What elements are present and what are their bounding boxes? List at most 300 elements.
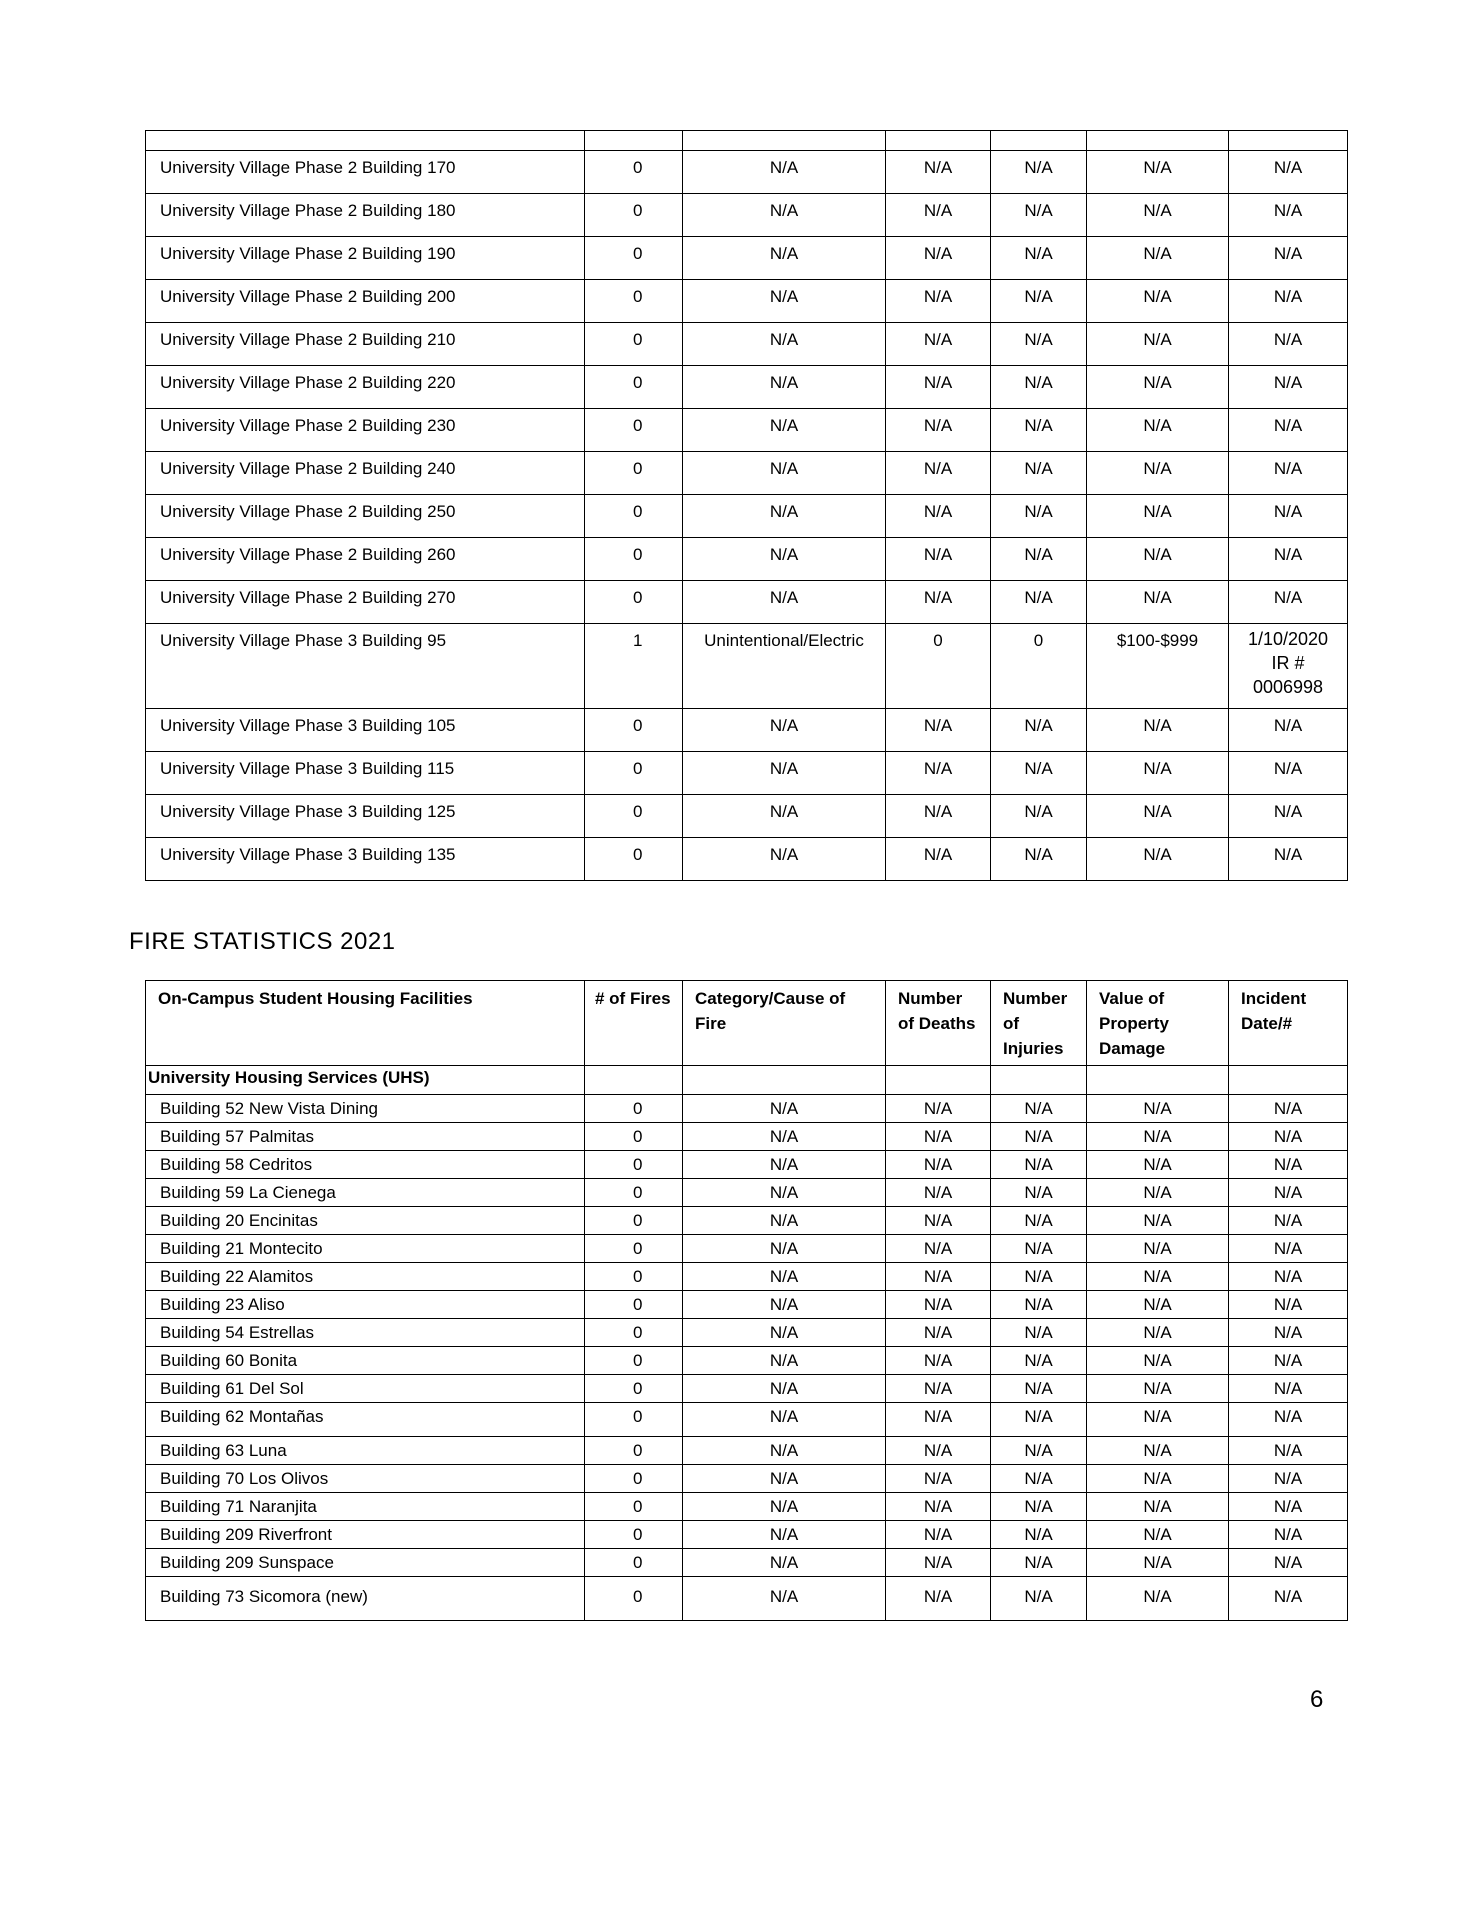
injuries-cell: N/A bbox=[991, 838, 1087, 881]
damage-cell: N/A bbox=[1087, 194, 1229, 237]
facility-cell: Building 209 Sunspace bbox=[146, 1549, 585, 1577]
deaths-cell: N/A bbox=[886, 1179, 991, 1207]
fire-stats-2021-table bbox=[145, 980, 1348, 1621]
date-cell: N/A bbox=[1229, 1095, 1348, 1123]
facility-cell: Building 52 New Vista Dining bbox=[146, 1095, 585, 1123]
facility-cell: University Village Phase 2 Building 250 bbox=[146, 495, 585, 538]
injuries-cell: N/A bbox=[991, 1235, 1087, 1263]
fires-cell: 0 bbox=[585, 538, 683, 581]
date-cell: N/A bbox=[1229, 1375, 1348, 1403]
damage-cell: N/A bbox=[1087, 495, 1229, 538]
fires-cell: 0 bbox=[585, 1577, 683, 1621]
facility-cell: Building 54 Estrellas bbox=[146, 1319, 585, 1347]
deaths-cell: N/A bbox=[886, 1095, 991, 1123]
table-row bbox=[146, 495, 1348, 538]
cause-cell: N/A bbox=[683, 151, 886, 194]
table-row bbox=[146, 1207, 1348, 1235]
cause-cell: N/A bbox=[683, 237, 886, 280]
fires-cell: 0 bbox=[585, 709, 683, 752]
deaths-cell: N/A bbox=[886, 1577, 991, 1621]
damage-cell: N/A bbox=[1087, 1549, 1229, 1577]
fires-cell: 0 bbox=[585, 194, 683, 237]
facility-cell: University Village Phase 2 Building 180 bbox=[146, 194, 585, 237]
facility-cell: Building 22 Alamitos bbox=[146, 1263, 585, 1291]
cause-cell: N/A bbox=[683, 1319, 886, 1347]
deaths-cell: N/A bbox=[886, 795, 991, 838]
facility-cell: University Village Phase 2 Building 230 bbox=[146, 409, 585, 452]
damage-cell: N/A bbox=[1087, 280, 1229, 323]
header-cause-line1: Category/Cause of bbox=[695, 989, 846, 1008]
injuries-cell: N/A bbox=[991, 1347, 1087, 1375]
fires-cell: 0 bbox=[585, 1403, 683, 1437]
date-cell: N/A bbox=[1229, 1465, 1348, 1493]
facility-cell: Building 209 Riverfront bbox=[146, 1521, 585, 1549]
fires-cell: 0 bbox=[585, 1095, 683, 1123]
damage-cell: N/A bbox=[1087, 795, 1229, 838]
header-fires: # of Fires bbox=[585, 981, 683, 1066]
damage-cell: N/A bbox=[1087, 1493, 1229, 1521]
header-injuries bbox=[991, 981, 1087, 1066]
fires-cell: 0 bbox=[585, 581, 683, 624]
damage-cell: N/A bbox=[1087, 1123, 1229, 1151]
cause-cell: N/A bbox=[683, 409, 886, 452]
deaths-cell: N/A bbox=[886, 495, 991, 538]
facility-cell: Building 21 Montecito bbox=[146, 1235, 585, 1263]
injuries-cell: N/A bbox=[991, 409, 1087, 452]
injuries-cell: N/A bbox=[991, 1437, 1087, 1465]
injuries-cell: N/A bbox=[991, 581, 1087, 624]
fires-cell: 0 bbox=[585, 237, 683, 280]
facility-cell: Building 70 Los Olivos bbox=[146, 1465, 585, 1493]
table-row bbox=[146, 323, 1348, 366]
date-cell: N/A bbox=[1229, 795, 1348, 838]
cause-cell: N/A bbox=[683, 709, 886, 752]
cause-cell: N/A bbox=[683, 1263, 886, 1291]
deaths-cell: N/A bbox=[886, 1521, 991, 1549]
fires-cell: 0 bbox=[585, 1549, 683, 1577]
injuries-cell: N/A bbox=[991, 194, 1087, 237]
deaths-cell: N/A bbox=[886, 1403, 991, 1437]
damage-cell: N/A bbox=[1087, 1235, 1229, 1263]
fires-cell: 0 bbox=[585, 1207, 683, 1235]
table-row bbox=[146, 1375, 1348, 1403]
injuries-cell: N/A bbox=[991, 1151, 1087, 1179]
cause-cell: N/A bbox=[683, 1549, 886, 1577]
header-injuries-line2: of bbox=[1003, 1014, 1020, 1033]
injuries-cell: N/A bbox=[991, 1465, 1087, 1493]
header-date bbox=[1229, 981, 1348, 1066]
deaths-cell: N/A bbox=[886, 709, 991, 752]
damage-cell: N/A bbox=[1087, 1465, 1229, 1493]
fires-cell: 0 bbox=[585, 151, 683, 194]
section-title: FIRE STATISTICS 2021 bbox=[129, 928, 396, 955]
damage-cell: N/A bbox=[1087, 1263, 1229, 1291]
cause-cell: N/A bbox=[683, 795, 886, 838]
damage-cell: N/A bbox=[1087, 581, 1229, 624]
deaths-cell: N/A bbox=[886, 323, 991, 366]
deaths-cell: N/A bbox=[886, 1465, 991, 1493]
date-cell: N/A bbox=[1229, 1549, 1348, 1577]
facility-cell: Building 60 Bonita bbox=[146, 1347, 585, 1375]
fires-cell: 0 bbox=[585, 838, 683, 881]
damage-cell: N/A bbox=[1087, 452, 1229, 495]
table-row bbox=[146, 409, 1348, 452]
injuries-cell: N/A bbox=[991, 1179, 1087, 1207]
fires-cell: 0 bbox=[585, 366, 683, 409]
table-row bbox=[146, 237, 1348, 280]
header-cause bbox=[683, 981, 886, 1066]
table-row bbox=[146, 1179, 1348, 1207]
deaths-cell: N/A bbox=[886, 280, 991, 323]
fires-cell: 1 bbox=[585, 624, 683, 709]
table-row bbox=[146, 1123, 1348, 1151]
facility-cell: Building 59 La Cienega bbox=[146, 1179, 585, 1207]
date-cell: N/A bbox=[1229, 1493, 1348, 1521]
cause-cell: N/A bbox=[683, 1095, 886, 1123]
injuries-cell: N/A bbox=[991, 1521, 1087, 1549]
deaths-cell: N/A bbox=[886, 194, 991, 237]
injuries-cell: N/A bbox=[991, 1319, 1087, 1347]
date-cell: N/A bbox=[1229, 538, 1348, 581]
facility-cell: Building 73 Sicomora (new) bbox=[146, 1577, 585, 1621]
table-row bbox=[146, 280, 1348, 323]
deaths-cell: N/A bbox=[886, 1549, 991, 1577]
date-cell: N/A bbox=[1229, 1151, 1348, 1179]
cause-cell: N/A bbox=[683, 1465, 886, 1493]
fires-cell: 0 bbox=[585, 495, 683, 538]
table-row bbox=[146, 1521, 1348, 1549]
fires-cell: 0 bbox=[585, 1347, 683, 1375]
table-row bbox=[146, 1095, 1348, 1123]
injuries-cell: N/A bbox=[991, 1549, 1087, 1577]
fires-cell: 0 bbox=[585, 452, 683, 495]
date-cell: N/A bbox=[1229, 280, 1348, 323]
damage-cell: N/A bbox=[1087, 323, 1229, 366]
cause-cell: N/A bbox=[683, 1207, 886, 1235]
date-cell: N/A bbox=[1229, 366, 1348, 409]
fires-cell: 0 bbox=[585, 795, 683, 838]
damage-cell: N/A bbox=[1087, 1319, 1229, 1347]
cause-cell: N/A bbox=[683, 452, 886, 495]
fires-cell: 0 bbox=[585, 323, 683, 366]
cause-cell: N/A bbox=[683, 280, 886, 323]
cause-cell: N/A bbox=[683, 1437, 886, 1465]
fires-cell: 0 bbox=[585, 752, 683, 795]
damage-cell: N/A bbox=[1087, 752, 1229, 795]
date-cell: N/A bbox=[1229, 1235, 1348, 1263]
damage-cell: N/A bbox=[1087, 237, 1229, 280]
deaths-cell: N/A bbox=[886, 538, 991, 581]
deaths-cell: N/A bbox=[886, 838, 991, 881]
cause-cell: N/A bbox=[683, 1347, 886, 1375]
damage-cell: N/A bbox=[1087, 1151, 1229, 1179]
fires-cell: 0 bbox=[585, 1123, 683, 1151]
deaths-cell: N/A bbox=[886, 237, 991, 280]
deaths-cell: N/A bbox=[886, 1319, 991, 1347]
injuries-cell: N/A bbox=[991, 795, 1087, 838]
date-cell: N/A bbox=[1229, 323, 1348, 366]
facility-cell: Building 20 Encinitas bbox=[146, 1207, 585, 1235]
damage-cell: N/A bbox=[1087, 538, 1229, 581]
damage-cell: N/A bbox=[1087, 1375, 1229, 1403]
damage-cell: N/A bbox=[1087, 1347, 1229, 1375]
fires-cell: 0 bbox=[585, 1493, 683, 1521]
date-cell: N/A bbox=[1229, 838, 1348, 881]
table-row bbox=[146, 1319, 1348, 1347]
date-cell: N/A bbox=[1229, 1263, 1348, 1291]
date-cell bbox=[1229, 624, 1348, 709]
cause-cell: N/A bbox=[683, 1577, 886, 1621]
deaths-cell: N/A bbox=[886, 1151, 991, 1179]
injuries-cell: N/A bbox=[991, 495, 1087, 538]
table-row bbox=[146, 1493, 1348, 1521]
injuries-cell: N/A bbox=[991, 151, 1087, 194]
incident-ir-number: 0006998 bbox=[1252, 677, 1324, 697]
table-row bbox=[146, 795, 1348, 838]
date-cell: N/A bbox=[1229, 709, 1348, 752]
deaths-cell: N/A bbox=[886, 1207, 991, 1235]
page-number: 6 bbox=[1310, 1686, 1324, 1713]
header-deaths-line1: Number bbox=[898, 989, 963, 1008]
date-cell: N/A bbox=[1229, 409, 1348, 452]
fires-cell: 0 bbox=[585, 1375, 683, 1403]
damage-cell: N/A bbox=[1087, 1207, 1229, 1235]
deaths-cell: N/A bbox=[886, 366, 991, 409]
facility-cell: University Village Phase 3 Building 95 bbox=[146, 624, 585, 709]
deaths-cell: N/A bbox=[886, 151, 991, 194]
cause-cell: N/A bbox=[683, 366, 886, 409]
cause-cell: N/A bbox=[683, 1151, 886, 1179]
facility-cell: Building 63 Luna bbox=[146, 1437, 585, 1465]
cause-cell: N/A bbox=[683, 1179, 886, 1207]
damage-cell: N/A bbox=[1087, 366, 1229, 409]
cause-cell: N/A bbox=[683, 538, 886, 581]
date-cell: N/A bbox=[1229, 452, 1348, 495]
date-cell: N/A bbox=[1229, 1291, 1348, 1319]
date-cell: N/A bbox=[1229, 1347, 1348, 1375]
date-cell: N/A bbox=[1229, 1403, 1348, 1437]
cause-cell: Unintentional/Electric bbox=[683, 624, 886, 709]
cause-cell: N/A bbox=[683, 1403, 886, 1437]
injuries-cell: N/A bbox=[991, 1095, 1087, 1123]
injuries-cell: N/A bbox=[991, 452, 1087, 495]
fire-stats-table-continued bbox=[145, 130, 1348, 881]
damage-cell: N/A bbox=[1087, 1095, 1229, 1123]
injuries-cell: N/A bbox=[991, 237, 1087, 280]
deaths-cell: N/A bbox=[886, 581, 991, 624]
date-cell: N/A bbox=[1229, 151, 1348, 194]
damage-cell: N/A bbox=[1087, 1291, 1229, 1319]
date-cell: N/A bbox=[1229, 194, 1348, 237]
injuries-cell: N/A bbox=[991, 709, 1087, 752]
facility-cell: University Village Phase 3 Building 135 bbox=[146, 838, 585, 881]
table-row bbox=[146, 1263, 1348, 1291]
damage-cell: N/A bbox=[1087, 409, 1229, 452]
date-cell: N/A bbox=[1229, 752, 1348, 795]
deaths-cell: N/A bbox=[886, 1375, 991, 1403]
header-injuries-line1: Number bbox=[1003, 989, 1068, 1008]
facility-cell: University Village Phase 2 Building 220 bbox=[146, 366, 585, 409]
table-header-empty-row bbox=[146, 131, 1348, 151]
table-row bbox=[146, 151, 1348, 194]
header-damage-line2: Property bbox=[1099, 1014, 1169, 1033]
facility-cell: Building 23 Aliso bbox=[146, 1291, 585, 1319]
injuries-cell: N/A bbox=[991, 1577, 1087, 1621]
date-cell: N/A bbox=[1229, 581, 1348, 624]
date-cell: N/A bbox=[1229, 495, 1348, 538]
header-facility: On-Campus Student Housing Facilities bbox=[146, 981, 585, 1066]
cause-cell: N/A bbox=[683, 495, 886, 538]
injuries-cell: N/A bbox=[991, 752, 1087, 795]
date-cell: N/A bbox=[1229, 1437, 1348, 1465]
table-row bbox=[146, 1347, 1348, 1375]
header-damage-line1: Value of bbox=[1099, 989, 1165, 1008]
injuries-cell: N/A bbox=[991, 1207, 1087, 1235]
fires-cell: 0 bbox=[585, 1263, 683, 1291]
deaths-cell: N/A bbox=[886, 1291, 991, 1319]
facility-cell: University Village Phase 2 Building 190 bbox=[146, 237, 585, 280]
injuries-cell: N/A bbox=[991, 538, 1087, 581]
fires-cell: 0 bbox=[585, 280, 683, 323]
facility-cell: Building 57 Palmitas bbox=[146, 1123, 585, 1151]
table-row bbox=[146, 538, 1348, 581]
injuries-cell: N/A bbox=[991, 1375, 1087, 1403]
injuries-cell: N/A bbox=[991, 1291, 1087, 1319]
incident-ir-label: IR # bbox=[1271, 653, 1305, 673]
damage-cell: N/A bbox=[1087, 838, 1229, 881]
fires-cell: 0 bbox=[585, 1151, 683, 1179]
date-cell: N/A bbox=[1229, 1179, 1348, 1207]
date-cell: N/A bbox=[1229, 237, 1348, 280]
deaths-cell: N/A bbox=[886, 1437, 991, 1465]
date-cell: N/A bbox=[1229, 1521, 1348, 1549]
table-row bbox=[146, 1403, 1348, 1437]
table-header-row bbox=[146, 981, 1348, 1066]
damage-cell: N/A bbox=[1087, 151, 1229, 194]
damage-cell: N/A bbox=[1087, 1403, 1229, 1437]
cause-cell: N/A bbox=[683, 1521, 886, 1549]
table-row bbox=[146, 194, 1348, 237]
facility-cell: Building 71 Naranjita bbox=[146, 1493, 585, 1521]
facility-cell: University Village Phase 2 Building 170 bbox=[146, 151, 585, 194]
cause-cell: N/A bbox=[683, 194, 886, 237]
header-damage-line3: Damage bbox=[1099, 1039, 1166, 1058]
fires-cell: 0 bbox=[585, 1179, 683, 1207]
facility-cell: University Village Phase 2 Building 270 bbox=[146, 581, 585, 624]
facility-cell: University Village Phase 2 Building 200 bbox=[146, 280, 585, 323]
cause-cell: N/A bbox=[683, 752, 886, 795]
facility-cell: Building 58 Cedritos bbox=[146, 1151, 585, 1179]
damage-cell: N/A bbox=[1087, 709, 1229, 752]
facility-cell: University Village Phase 2 Building 240 bbox=[146, 452, 585, 495]
table-row bbox=[146, 752, 1348, 795]
incident-date: 1/10/2020 bbox=[1247, 629, 1329, 649]
injuries-cell: N/A bbox=[991, 1403, 1087, 1437]
header-injuries-line3: Injuries bbox=[1003, 1039, 1064, 1058]
injuries-cell: N/A bbox=[991, 1263, 1087, 1291]
fires-cell: 0 bbox=[585, 1465, 683, 1493]
group-row bbox=[146, 1066, 1348, 1095]
injuries-cell: N/A bbox=[991, 323, 1087, 366]
fires-cell: 0 bbox=[585, 1291, 683, 1319]
cause-cell: N/A bbox=[683, 581, 886, 624]
deaths-cell: N/A bbox=[886, 1235, 991, 1263]
header-deaths-line2: of Deaths bbox=[898, 1014, 976, 1033]
facility-cell: University Village Phase 2 Building 260 bbox=[146, 538, 585, 581]
table-row-incident bbox=[146, 624, 1348, 709]
header-date-line2: Date/# bbox=[1241, 1014, 1293, 1033]
facility-cell: Building 61 Del Sol bbox=[146, 1375, 585, 1403]
date-cell: N/A bbox=[1229, 1123, 1348, 1151]
cause-cell: N/A bbox=[683, 1493, 886, 1521]
date-cell: N/A bbox=[1229, 1577, 1348, 1621]
injuries-cell: 0 bbox=[991, 624, 1087, 709]
injuries-cell: N/A bbox=[991, 1123, 1087, 1151]
table-row bbox=[146, 1465, 1348, 1493]
table-row bbox=[146, 1291, 1348, 1319]
table-row bbox=[146, 1151, 1348, 1179]
cause-cell: N/A bbox=[683, 1375, 886, 1403]
date-cell: N/A bbox=[1229, 1207, 1348, 1235]
date-cell: N/A bbox=[1229, 1319, 1348, 1347]
fires-cell: 0 bbox=[585, 1437, 683, 1465]
table-row bbox=[146, 1549, 1348, 1577]
damage-cell: N/A bbox=[1087, 1179, 1229, 1207]
table-row bbox=[146, 838, 1348, 881]
deaths-cell: N/A bbox=[886, 1263, 991, 1291]
cause-cell: N/A bbox=[683, 1123, 886, 1151]
facility-cell: University Village Phase 3 Building 125 bbox=[146, 795, 585, 838]
damage-cell: N/A bbox=[1087, 1521, 1229, 1549]
deaths-cell: N/A bbox=[886, 452, 991, 495]
deaths-cell: 0 bbox=[886, 624, 991, 709]
injuries-cell: N/A bbox=[991, 366, 1087, 409]
deaths-cell: N/A bbox=[886, 1347, 991, 1375]
deaths-cell: N/A bbox=[886, 752, 991, 795]
table-row bbox=[146, 1437, 1348, 1465]
fires-cell: 0 bbox=[585, 1235, 683, 1263]
cause-cell: N/A bbox=[683, 1291, 886, 1319]
facility-cell: University Village Phase 2 Building 210 bbox=[146, 323, 585, 366]
header-date-line1: Incident bbox=[1241, 989, 1307, 1008]
damage-cell: $100-$999 bbox=[1087, 624, 1229, 709]
facility-cell: University Village Phase 3 Building 115 bbox=[146, 752, 585, 795]
cause-cell: N/A bbox=[683, 323, 886, 366]
table-row bbox=[146, 709, 1348, 752]
header-damage bbox=[1087, 981, 1229, 1066]
table-row bbox=[146, 1235, 1348, 1263]
table-row bbox=[146, 1577, 1348, 1621]
damage-cell: N/A bbox=[1087, 1577, 1229, 1621]
facility-cell: University Village Phase 3 Building 105 bbox=[146, 709, 585, 752]
injuries-cell: N/A bbox=[991, 280, 1087, 323]
group-label: University Housing Services (UHS) bbox=[146, 1066, 585, 1095]
deaths-cell: N/A bbox=[886, 1493, 991, 1521]
fires-cell: 0 bbox=[585, 1319, 683, 1347]
facility-cell: Building 62 Montañas bbox=[146, 1403, 585, 1437]
damage-cell: N/A bbox=[1087, 1437, 1229, 1465]
header-cause-line2: Fire bbox=[695, 1014, 727, 1033]
deaths-cell: N/A bbox=[886, 1123, 991, 1151]
table-row bbox=[146, 366, 1348, 409]
table-row bbox=[146, 581, 1348, 624]
fires-cell: 0 bbox=[585, 1521, 683, 1549]
injuries-cell: N/A bbox=[991, 1493, 1087, 1521]
fires-cell: 0 bbox=[585, 409, 683, 452]
deaths-cell: N/A bbox=[886, 409, 991, 452]
cause-cell: N/A bbox=[683, 1235, 886, 1263]
cause-cell: N/A bbox=[683, 838, 886, 881]
